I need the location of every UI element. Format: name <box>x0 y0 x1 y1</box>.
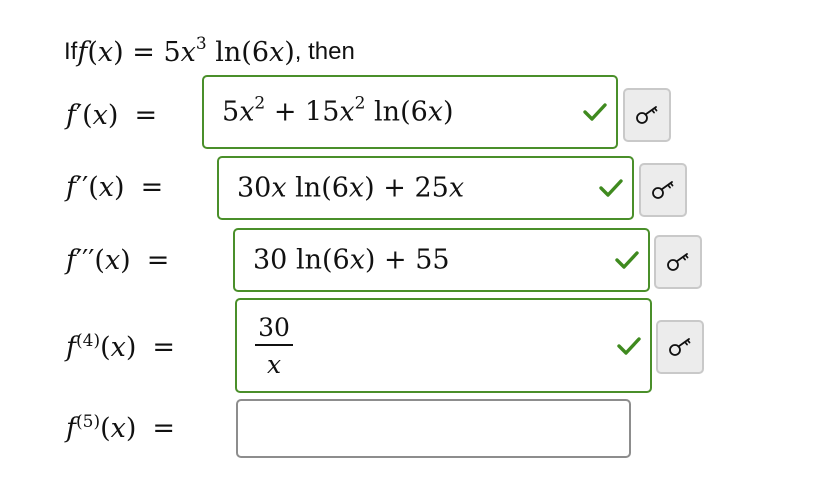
row-1-label: f′(x) = <box>66 99 158 131</box>
key-icon <box>666 251 690 273</box>
fraction-numerator: 30 <box>258 312 290 342</box>
check-icon <box>598 177 624 199</box>
key-icon <box>635 104 659 126</box>
row-2-label: f′′(x) = <box>66 171 164 203</box>
key-icon <box>668 336 692 358</box>
function-definition: $f(x) = 5x^3$ ln(6x) <box>77 33 295 68</box>
row-5-label: $f^{(5)}(x)$ = <box>66 411 176 444</box>
answer-field-second-derivative[interactable] <box>217 156 634 220</box>
fraction-denominator: x <box>266 349 282 379</box>
fraction <box>255 312 293 379</box>
answer-second-derivative: 30x ln(6x) + 25x <box>237 172 465 204</box>
intro-prefix: If <box>64 38 78 65</box>
key-button-fourth-derivative[interactable] <box>656 320 704 374</box>
key-button-third-derivative[interactable] <box>654 235 702 289</box>
answer-field-third-derivative[interactable] <box>233 228 650 292</box>
answer-field-first-derivative[interactable] <box>202 75 618 149</box>
answer-field-fourth-derivative[interactable] <box>235 298 652 393</box>
check-icon <box>614 249 640 271</box>
answer-third-derivative: 30 ln(6x) + 55 <box>253 244 450 276</box>
answer-fourth-derivative <box>255 312 293 379</box>
check-icon <box>582 101 608 123</box>
problem-statement <box>64 32 355 72</box>
key-button-first-derivative[interactable] <box>623 88 671 142</box>
key-icon <box>651 179 675 201</box>
answer-first-derivative: $5x^2 + 15x^2$ ln(6x) <box>222 93 454 128</box>
row-4-label: $f^{(4)}(x)$ = <box>66 330 176 363</box>
intro-suffix: , then <box>294 38 355 65</box>
answer-field-fifth-derivative[interactable] <box>236 399 631 458</box>
check-icon <box>616 335 642 357</box>
key-button-second-derivative[interactable] <box>639 163 687 217</box>
row-3-label: f′′′(x) = <box>66 244 170 276</box>
